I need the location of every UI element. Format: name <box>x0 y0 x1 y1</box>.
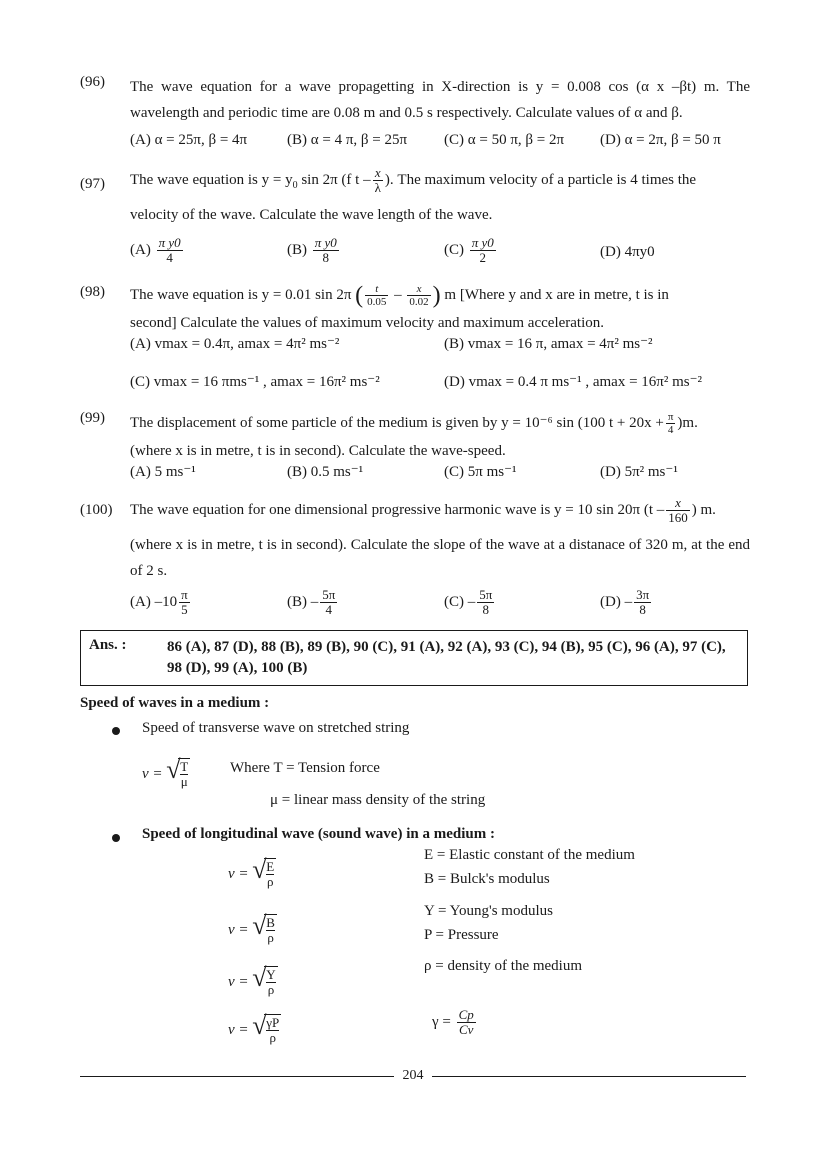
question-number: (97) <box>80 176 105 192</box>
question-number: (96) <box>80 74 105 90</box>
option-a: (A) $\frac{\text{π y0}}{4}$ <box>130 235 181 265</box>
tension-definition: Where T = Tension force <box>230 760 380 776</box>
option-c: (C) $\frac{\text{π y0}}{2}$ <box>444 235 494 265</box>
option-c: (C) vmax = 16 πms⁻¹ , amax = 16π² ms⁻² <box>130 374 380 390</box>
option-b: (B) $\frac{\text{π y0}}{8}$ <box>287 235 337 265</box>
def-pressure: P = Pressure <box>424 927 499 943</box>
option-d: (D) – $\frac{3\pi}{8}$ <box>600 587 650 617</box>
gamma-formula: γ = $\frac{Cp}{Cv}$ <box>432 1007 474 1037</box>
question-text-line1: The wave equation is $y = y_0$ sin 2π (f t – $\frac{x}{\lambda}$ ). The maximum velocity of a particle is 4 times the <box>130 165 697 195</box>
def-elastic: E = Elastic constant of the medium <box>424 847 635 863</box>
question-number: (98) <box>80 284 105 300</box>
option-c: (C) – $\frac{5\pi}{8}$ <box>444 587 493 617</box>
formula-elastic: v = √ $\frac{E}{\rho}$ <box>228 855 275 889</box>
option-d: (D) vmax = 0.4 π ms⁻¹ , amax = 16π² ms⁻² <box>444 374 703 390</box>
question-text-line1: The wave equation for one dimensional progressive harmonic wave is y = 10 sin 20π (t – $\frac{x}{160}$ ) m. <box>130 495 716 525</box>
option-b: (B) vmax = 16 π, amax = 4π² ms⁻² <box>444 336 653 352</box>
answer-label: Ans. : <box>89 637 127 653</box>
answer-box <box>80 630 748 686</box>
bullet-icon <box>112 727 120 735</box>
option-d: (D) 4πy0 <box>600 244 655 260</box>
section-heading: Speed of waves in a medium : <box>80 695 270 711</box>
option-d: (D) 5π² ms⁻¹ <box>600 464 678 480</box>
formula-pressure: v = √ $\frac{\gamma P}{\rho}$ <box>228 1011 280 1045</box>
option-b: (B) α = 4 π, β = 25π <box>287 132 408 148</box>
formula-bulk: v = √ $\frac{B}{\rho}$ <box>228 911 275 945</box>
def-bulk: B = Bulck's modulus <box>424 871 550 887</box>
bullet-transverse: Speed of transverse wave on stretched string <box>142 720 410 736</box>
option-d: (D) α = 2π, β = 50 π <box>600 132 721 148</box>
formula-young: v = √ $\frac{Y}{\rho}$ <box>228 963 276 997</box>
bullet-icon <box>112 834 120 842</box>
def-density: ρ = density of the medium <box>424 958 583 974</box>
def-young: Y = Young's modulus <box>424 903 553 919</box>
question-text-line2: (where x is in metre, t is in second). Calculate the slope of the wave at a distanace of 320 m, at the end of 2 s. <box>130 537 750 579</box>
option-a: (A) –10 $\frac{\pi}{5}$ <box>130 587 188 617</box>
option-c: (C) α = 50 π, β = 2π <box>444 132 565 148</box>
question-text: The wave equation for a wave propagetting in X-direction is y = 0.008 cos (α x –βt) m. The wavelength and periodic time are 0.08 m and 0.5 s respectively. Calculate values of α and β. <box>130 79 750 121</box>
option-a: (A) α = 25π, β = 4π <box>130 132 248 148</box>
mu-definition: μ = linear mass density of the string <box>270 792 486 808</box>
option-c: (C) 5π ms⁻¹ <box>444 464 517 480</box>
bullet-longitudinal: Speed of longitudinal wave (sound wave) in a medium : <box>142 826 495 842</box>
question-number: (99) <box>80 410 105 426</box>
option-a: (A) vmax = 0.4π, amax = 4π² ms⁻² <box>130 336 340 352</box>
question-text-line2: second] Calculate the values of maximum velocity and maximum acceleration. <box>130 315 605 331</box>
option-b: (B) – $\frac{5\pi}{4}$ <box>287 587 336 617</box>
question-text-line1: The wave equation is y = 0.01 sin 2π ( $\frac{t}{0.05}$ – $\frac{x}{0.02}$ ) m [Where y and x are in metre, t is in <box>130 282 669 309</box>
question-text-line1: The displacement of some particle of the medium is given by y = 10⁻⁶ sin (100 t + 20x + $\frac{\pi}{4}$ )m. <box>130 411 698 437</box>
option-a: (A) 5 ms⁻¹ <box>130 464 196 480</box>
question-number: (100) <box>80 502 113 518</box>
question-text-line2: (where x is in metre, t is in second). Calculate the wave-speed. <box>130 443 506 459</box>
page-number: 204 <box>402 1068 424 1083</box>
footer-rule-right <box>432 1076 746 1077</box>
answer-text: 86 (A), 87 (D), 88 (B), 89 (B), 90 (C), 91 (A), 92 (A), 93 (C), 94 (B), 95 (C), 96 (A), 97 (C), 98 (D), 99 (A), 100 (B) <box>167 639 726 676</box>
question-text-line2: velocity of the wave. Calculate the wave length of the wave. <box>130 207 493 223</box>
formula-string-speed: v = √ $\frac{T}{\mu}$ <box>142 755 189 789</box>
fraction: $\frac{x}{\lambda}$ <box>374 165 381 195</box>
option-b: (B) 0.5 ms⁻¹ <box>287 464 364 480</box>
footer-rule-left <box>80 1076 394 1077</box>
